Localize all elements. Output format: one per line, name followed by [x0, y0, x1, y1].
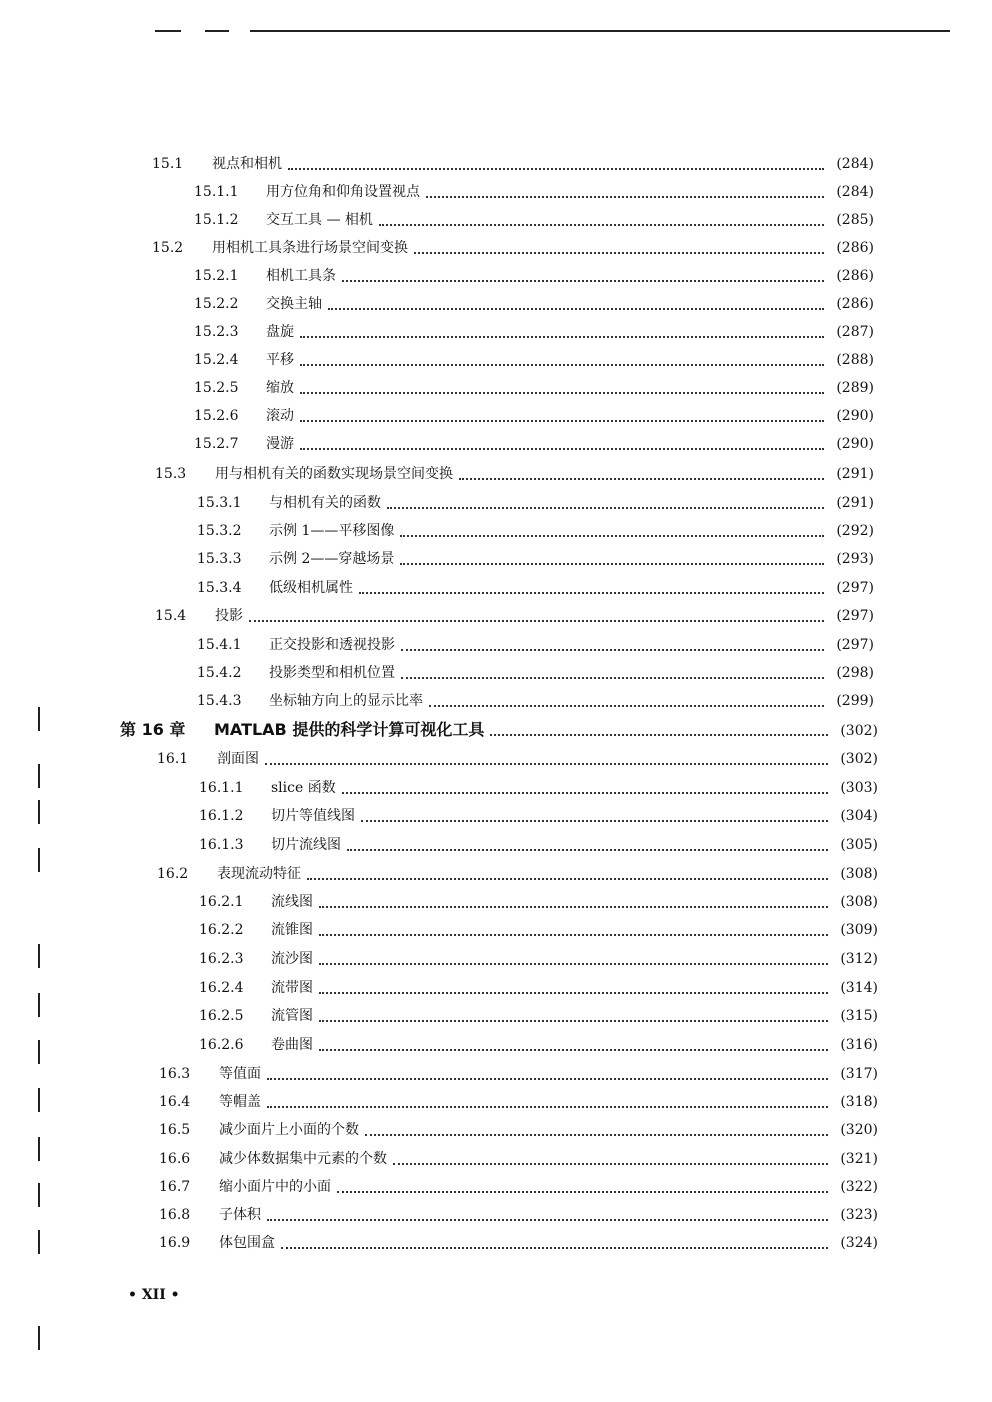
page-number: (291)	[836, 466, 874, 482]
section-number: 16.7	[159, 1179, 191, 1195]
section-title: 缩小面片中的小面	[219, 1179, 331, 1195]
page-number: (284)	[836, 156, 874, 172]
section-number: 15.3.4	[197, 580, 242, 596]
dot-leader	[359, 591, 824, 594]
page-number: (308)	[840, 894, 878, 910]
dot-leader	[307, 877, 828, 880]
dot-leader	[319, 933, 828, 936]
section-title: 与相机有关的函数	[269, 495, 381, 511]
dot-leader	[300, 447, 824, 450]
toc-subsection[interactable]	[197, 662, 874, 684]
dot-leader	[400, 562, 824, 565]
toc-subsection[interactable]	[197, 520, 874, 542]
dot-leader	[319, 1019, 828, 1022]
toc-subsection[interactable]	[199, 834, 878, 856]
toc-subsection[interactable]	[197, 492, 874, 514]
toc-subsection[interactable]	[194, 209, 874, 231]
dot-leader	[337, 1190, 828, 1193]
top-rule-1	[155, 30, 181, 32]
toc-subsection[interactable]	[194, 433, 874, 455]
section-title: 切片等值线图	[271, 808, 355, 824]
page-number: (321)	[840, 1151, 878, 1167]
section-title: 用方位角和仰角设置视点	[266, 184, 420, 200]
section-title: 流带图	[271, 980, 313, 996]
section-number: 15.2	[152, 240, 184, 256]
toc-subsection[interactable]	[197, 690, 874, 712]
section-number: 16.2.1	[199, 894, 244, 910]
edge-mark	[38, 1183, 40, 1207]
dot-leader	[267, 1218, 828, 1221]
toc-subsection[interactable]	[199, 948, 878, 970]
page-number: (302)	[840, 751, 878, 767]
section-title: 切片流线图	[271, 837, 341, 853]
section-number: 15.1.2	[194, 212, 239, 228]
toc-subsection[interactable]	[199, 777, 878, 799]
page-number: (290)	[836, 408, 874, 424]
section-title: 盘旋	[266, 324, 294, 340]
toc-subsection[interactable]	[197, 634, 874, 656]
page-number: (302)	[840, 723, 878, 739]
toc-section[interactable]	[152, 237, 874, 259]
toc-section[interactable]	[157, 863, 878, 885]
section-title: 相机工具条	[266, 268, 336, 284]
section-number: 15.3.3	[197, 551, 242, 567]
dot-leader	[361, 819, 828, 822]
dot-leader	[267, 1077, 828, 1080]
page-number: (312)	[840, 951, 878, 967]
edge-mark	[38, 707, 40, 731]
section-number: 16.4	[159, 1094, 191, 1110]
page-number: (315)	[840, 1008, 878, 1024]
section-title: 坐标轴方向上的显示比率	[269, 693, 423, 709]
dot-leader	[319, 991, 828, 994]
dot-leader	[401, 676, 824, 679]
section-title: 示例 1——平移图像	[269, 523, 395, 539]
section-title: 流沙图	[271, 951, 313, 967]
dot-leader	[288, 167, 824, 170]
dot-leader	[347, 848, 828, 851]
page-number: (290)	[836, 436, 874, 452]
dot-leader	[393, 1162, 828, 1165]
dot-leader	[267, 1105, 828, 1108]
page-number: (291)	[836, 495, 874, 511]
section-title: 用相机工具条进行场景空间变换	[212, 240, 408, 256]
toc-section[interactable]	[159, 1148, 878, 1170]
section-number: 16.2.6	[199, 1037, 244, 1053]
toc-subsection[interactable]	[194, 293, 874, 315]
dot-leader	[490, 733, 828, 736]
dot-leader	[387, 506, 824, 509]
toc-section[interactable]	[155, 463, 874, 485]
section-title: 交换主轴	[266, 296, 322, 312]
section-number: 15.4	[155, 608, 187, 624]
section-title: 滚动	[266, 408, 294, 424]
toc-section[interactable]	[159, 1091, 878, 1113]
toc-subsection[interactable]	[197, 577, 874, 599]
toc-subsection[interactable]	[194, 321, 874, 343]
section-title: 等值面	[219, 1066, 261, 1082]
page-number: (286)	[836, 240, 874, 256]
page-number: (292)	[836, 523, 874, 539]
section-title: 交互工具 — 相机	[266, 212, 373, 228]
dot-leader	[365, 1133, 828, 1136]
section-number: 15.4.1	[197, 637, 242, 653]
section-number: 15.2.2	[194, 296, 239, 312]
page-number: (320)	[840, 1122, 878, 1138]
top-rule-2	[205, 30, 229, 32]
footer-page-number: • XII •	[128, 1287, 180, 1303]
section-number: 16.8	[159, 1207, 191, 1223]
toc-subsection[interactable]	[199, 977, 878, 999]
page-number: (297)	[836, 580, 874, 596]
section-title: slice 函数	[271, 780, 336, 796]
section-number: 15.2.5	[194, 380, 239, 396]
section-title: 等帽盖	[219, 1094, 261, 1110]
section-number: 15.2.7	[194, 436, 239, 452]
section-title: 流管图	[271, 1008, 313, 1024]
edge-mark	[38, 1040, 40, 1064]
page-number: (303)	[840, 780, 878, 796]
toc-subsection[interactable]	[199, 919, 878, 941]
edge-mark	[38, 1230, 40, 1254]
section-title: 子体积	[219, 1207, 261, 1223]
section-number: 15.2.4	[194, 352, 239, 368]
section-number: 15.1	[152, 156, 184, 172]
edge-mark	[38, 764, 40, 788]
page-number: (289)	[836, 380, 874, 396]
section-title: 表现流动特征	[217, 866, 301, 882]
section-number: 16.2.2	[199, 922, 244, 938]
section-number: 15.3	[155, 466, 187, 482]
section-title: 流锥图	[271, 922, 313, 938]
section-number: 16.9	[159, 1235, 191, 1251]
toc-subsection[interactable]	[199, 1005, 878, 1027]
dot-leader	[328, 307, 824, 310]
section-number: 15.4.3	[197, 693, 242, 709]
dot-leader	[400, 534, 824, 537]
dot-leader	[300, 391, 824, 394]
page-number: (324)	[840, 1235, 878, 1251]
page-number: (293)	[836, 551, 874, 567]
section-number: 16.2.3	[199, 951, 244, 967]
section-title: 正交投影和透视投影	[269, 637, 395, 653]
dot-leader	[319, 1048, 828, 1051]
toc-section[interactable]	[159, 1232, 878, 1254]
toc-subsection[interactable]	[194, 377, 874, 399]
section-number: 16.5	[159, 1122, 191, 1138]
section-number: 15.3.1	[197, 495, 242, 511]
section-number: 16.2.4	[199, 980, 244, 996]
section-title: 剖面图	[217, 751, 259, 767]
toc-subsection[interactable]	[197, 548, 874, 570]
toc-subsection[interactable]	[194, 405, 874, 427]
section-title: 平移	[266, 352, 294, 368]
dot-leader	[429, 704, 824, 707]
section-number: 16.1.2	[199, 808, 244, 824]
page-number: (297)	[836, 608, 874, 624]
section-number: 16.2	[157, 866, 189, 882]
dot-leader	[459, 477, 824, 480]
section-number: 16.3	[159, 1066, 191, 1082]
page-number: (304)	[840, 808, 878, 824]
section-number: 15.3.2	[197, 523, 242, 539]
section-number: 15.4.2	[197, 665, 242, 681]
section-number: 15.2.3	[194, 324, 239, 340]
dot-leader	[300, 335, 824, 338]
page-number: (308)	[840, 866, 878, 882]
toc-subsection[interactable]	[199, 805, 878, 827]
page-number: (316)	[840, 1037, 878, 1053]
section-number: 15.1.1	[194, 184, 239, 200]
chapter-title: MATLAB 提供的科学计算可视化工具	[214, 720, 485, 739]
toc-section[interactable]	[152, 153, 874, 175]
section-title: 体包围盒	[219, 1235, 275, 1251]
section-title: 投影	[215, 608, 243, 624]
page-number: (322)	[840, 1179, 878, 1195]
dot-leader	[281, 1246, 828, 1249]
edge-mark	[38, 1326, 40, 1350]
toc-subsection[interactable]	[199, 891, 878, 913]
section-number: 15.2.6	[194, 408, 239, 424]
page-number: (317)	[840, 1066, 878, 1082]
section-title: 减少面片上小面的个数	[219, 1122, 359, 1138]
section-number: 15.2.1	[194, 268, 239, 284]
page-number: (305)	[840, 837, 878, 853]
edge-mark	[38, 993, 40, 1017]
page-number: (297)	[836, 637, 874, 653]
page-number: (298)	[836, 665, 874, 681]
toc-subsection[interactable]	[199, 1034, 878, 1056]
section-title: 漫游	[266, 436, 294, 452]
page-number: (284)	[836, 184, 874, 200]
toc-subsection[interactable]	[194, 349, 874, 371]
section-title: 缩放	[266, 380, 294, 396]
edge-mark	[38, 1088, 40, 1112]
page-number: (285)	[836, 212, 874, 228]
toc-section[interactable]	[159, 1204, 878, 1226]
page-number: (287)	[836, 324, 874, 340]
section-title: 投影类型和相机位置	[269, 665, 395, 681]
section-title: 视点和相机	[212, 156, 282, 172]
section-number: 16.6	[159, 1151, 191, 1167]
dot-leader	[265, 762, 828, 765]
section-number: 16.2.5	[199, 1008, 244, 1024]
page-number: (318)	[840, 1094, 878, 1110]
section-title: 卷曲图	[271, 1037, 313, 1053]
page-number: (314)	[840, 980, 878, 996]
dot-leader	[319, 962, 828, 965]
toc-chapter[interactable]	[120, 719, 878, 741]
page-number: (309)	[840, 922, 878, 938]
edge-mark	[38, 1137, 40, 1161]
toc-subsection[interactable]	[194, 181, 874, 203]
section-number: 16.1	[157, 751, 189, 767]
dot-leader	[379, 223, 824, 226]
toc-section[interactable]	[155, 605, 874, 627]
page-number: (299)	[836, 693, 874, 709]
page-number: (323)	[840, 1207, 878, 1223]
edge-mark	[38, 800, 40, 824]
section-title: 低级相机属性	[269, 580, 353, 596]
toc-section[interactable]	[159, 1176, 878, 1198]
dot-leader	[319, 905, 828, 908]
section-title: 用与相机有关的函数实现场景空间变换	[215, 466, 453, 482]
dot-leader	[300, 363, 824, 366]
toc-subsection[interactable]	[194, 265, 874, 287]
section-number: 16.1.1	[199, 780, 244, 796]
dot-leader	[401, 648, 824, 651]
dot-leader	[414, 251, 824, 254]
toc-section[interactable]	[159, 1119, 878, 1141]
dot-leader	[300, 419, 824, 422]
dot-leader	[249, 619, 824, 622]
section-number: 16.1.3	[199, 837, 244, 853]
section-title: 流线图	[271, 894, 313, 910]
page-number: (286)	[836, 268, 874, 284]
dot-leader	[342, 279, 824, 282]
dot-leader	[426, 195, 824, 198]
chapter-number: 第 16 章	[120, 720, 186, 739]
page-number: (286)	[836, 296, 874, 312]
page-number: (288)	[836, 352, 874, 368]
dot-leader	[342, 791, 828, 794]
section-title: 减少体数据集中元素的个数	[219, 1151, 387, 1167]
top-rule-3	[250, 30, 950, 32]
section-title: 示例 2——穿越场景	[269, 551, 395, 567]
toc-section[interactable]	[157, 748, 878, 770]
toc-section[interactable]	[159, 1063, 878, 1085]
edge-mark	[38, 944, 40, 968]
edge-mark	[38, 848, 40, 872]
